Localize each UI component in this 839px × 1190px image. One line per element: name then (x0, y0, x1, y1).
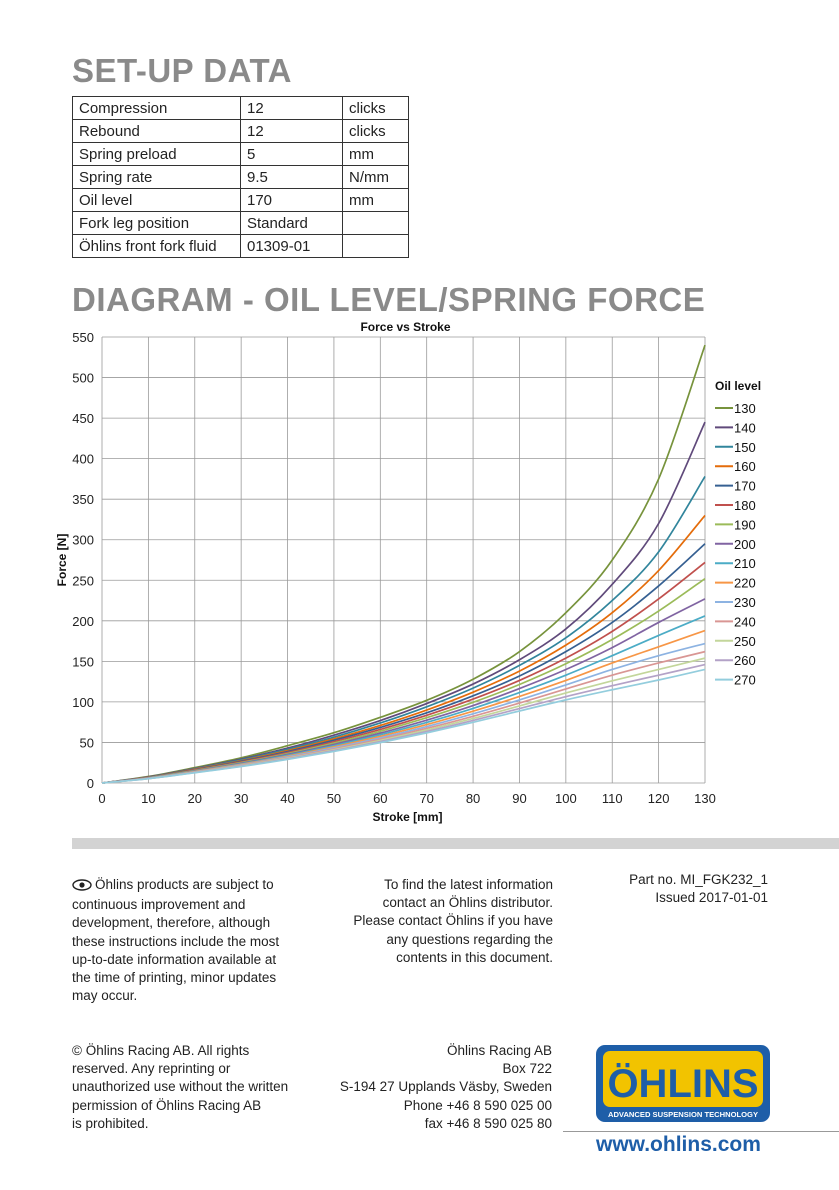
disclaimer-line: up-to-date information available at (72, 951, 277, 967)
setup-unit (343, 212, 409, 235)
legend-label: 250 (734, 633, 756, 649)
setup-row (73, 120, 409, 143)
disclaimer-line: may occur. (72, 988, 138, 1004)
disclaimer-line: continuous improvement and (72, 897, 246, 913)
y-tick-label: 450 (72, 411, 94, 427)
disclaimer-line: development, therefore, although (72, 915, 271, 931)
setup-row (73, 235, 409, 258)
x-tick-label: 60 (373, 791, 388, 806)
x-tick-label: 30 (233, 791, 249, 806)
y-tick-label: 300 (72, 532, 94, 548)
address-line: Phone +46 8 590 025 00 (403, 1097, 552, 1113)
footer-rule (563, 1131, 839, 1132)
setup-unit (343, 235, 409, 258)
x-tick-label: 70 (419, 791, 434, 806)
y-tick-label: 400 (72, 451, 94, 467)
x-tick-label: 110 (601, 791, 623, 806)
address-line: Öhlins Racing AB (446, 1043, 552, 1058)
address-line: Box 722 (502, 1061, 552, 1077)
y-tick-label: 0 (86, 776, 94, 791)
series-line-170 (102, 544, 705, 783)
disclaimer-line: Öhlins products are subject to (95, 877, 274, 892)
distributor-line: To find the latest information (384, 877, 553, 892)
x-tick-label: 80 (465, 791, 481, 806)
series-line-200 (102, 599, 705, 783)
setup-unit: mm (343, 189, 409, 212)
setup-param: Fork leg position (73, 212, 241, 235)
legend-label: 130 (734, 401, 756, 416)
part-line: Part no. MI_FGK232_1 (629, 872, 768, 887)
y-tick-label: 500 (72, 370, 94, 386)
copyright-line: is prohibited. (72, 1115, 149, 1131)
eye-icon (72, 878, 92, 896)
setup-row (73, 166, 409, 189)
legend-label: 220 (734, 575, 756, 591)
legend-label: 200 (734, 536, 756, 552)
force-stroke-chart (0, 310, 839, 830)
distributor-line: Please contact Öhlins if you have (353, 913, 553, 929)
setup-table (72, 96, 409, 258)
y-tick-label: 50 (79, 735, 94, 751)
legend-label: 270 (734, 672, 756, 688)
setup-value: 12 (241, 120, 343, 143)
part-info (590, 871, 768, 907)
y-tick-label: 100 (72, 694, 94, 710)
address (300, 1042, 552, 1133)
legend-label: 170 (734, 478, 756, 494)
setup-param: Öhlins front fork fluid (73, 235, 241, 258)
setup-row (73, 189, 409, 212)
setup-unit: N/mm (343, 166, 409, 189)
diagram-title: DIAGRAM - OIL LEVEL/SPRING FORCE (72, 281, 706, 318)
copyright-line: reserved. Any reprinting or (72, 1061, 231, 1077)
legend-label: 150 (734, 439, 756, 455)
series-line-260 (102, 665, 705, 783)
y-tick-label: 200 (72, 613, 94, 629)
setup-param: Oil level (73, 189, 241, 212)
setup-row (73, 212, 409, 235)
copyright-line: permission of Öhlins Racing AB (72, 1097, 262, 1113)
setup-param: Spring rate (73, 166, 241, 189)
copyright (72, 1042, 332, 1133)
y-tick-label: 150 (72, 654, 94, 670)
setup-unit: clicks (343, 97, 409, 120)
y-tick-label: 550 (72, 330, 94, 345)
address-line: S-194 27 Upplands Väsby, Sweden (339, 1079, 552, 1095)
disclaimer-line: these instructions include the most (72, 933, 280, 949)
x-tick-label: 130 (694, 791, 716, 806)
logo-wordmark: ÖHLINS (607, 1062, 759, 1106)
legend-title: Oil level (715, 379, 762, 393)
x-tick-label: 0 (98, 791, 106, 806)
address-line: fax +46 8 590 025 80 (424, 1115, 552, 1131)
legend-label: 260 (734, 653, 756, 669)
legend-label: 160 (734, 459, 756, 475)
setup-unit: clicks (343, 120, 409, 143)
setup-unit: mm (343, 143, 409, 166)
setup-row (73, 143, 409, 166)
separator-bar (72, 838, 839, 849)
ohlins-logo (596, 1045, 770, 1122)
legend-label: 190 (734, 517, 756, 533)
distributor-line: any questions regarding the (386, 931, 553, 947)
setup-title: SET-UP DATA (72, 52, 293, 89)
logo-tagline: ADVANCED SUSPENSION TECHNOLOGY (607, 1110, 759, 1119)
x-tick-label: 20 (187, 791, 203, 806)
distributor-info (330, 876, 553, 967)
series-line-230 (102, 644, 705, 783)
disclaimer (72, 876, 312, 1005)
setup-param: Rebound (73, 120, 241, 143)
setup-param: Compression (73, 97, 241, 120)
series-line-220 (102, 631, 705, 783)
disclaimer-line: the time of printing, minor updates (72, 970, 277, 986)
series-line-210 (102, 616, 705, 783)
setup-value: 12 (241, 97, 343, 120)
setup-value: 01309-01 (241, 235, 343, 258)
y-tick-label: 250 (72, 573, 94, 589)
x-tick-label: 50 (326, 791, 342, 806)
y-axis-label: Force [N] (55, 533, 69, 587)
website-link[interactable]: www.ohlins.com (596, 1133, 761, 1156)
legend-label: 240 (734, 614, 756, 630)
copyright-line: © Öhlins Racing AB. All rights (72, 1043, 250, 1058)
distributor-line: contact an Öhlins distributor. (382, 895, 553, 911)
chart-title: Force vs Stroke (360, 320, 451, 334)
setup-param: Spring preload (73, 143, 241, 166)
legend-label: 140 (734, 420, 756, 436)
part-line: Issued 2017-01-01 (655, 890, 768, 906)
x-tick-label: 120 (647, 791, 670, 806)
x-tick-label: 90 (512, 791, 527, 806)
legend-label: 210 (734, 556, 756, 572)
setup-row (73, 97, 409, 120)
setup-value: 9.5 (241, 166, 343, 189)
legend-label: 230 (734, 595, 756, 610)
x-axis-label: Stroke [mm] (372, 810, 443, 824)
distributor-line: contents in this document. (396, 949, 553, 965)
y-tick-label: 350 (72, 492, 94, 508)
x-tick-label: 100 (554, 791, 577, 806)
copyright-line: unauthorized use without the written (72, 1079, 289, 1095)
setup-value: 170 (241, 189, 343, 212)
series-line-180 (102, 562, 705, 783)
setup-value: Standard (241, 212, 343, 235)
x-tick-label: 10 (141, 791, 156, 806)
legend-label: 180 (734, 498, 756, 513)
x-tick-label: 40 (280, 791, 295, 806)
setup-value: 5 (241, 143, 343, 166)
